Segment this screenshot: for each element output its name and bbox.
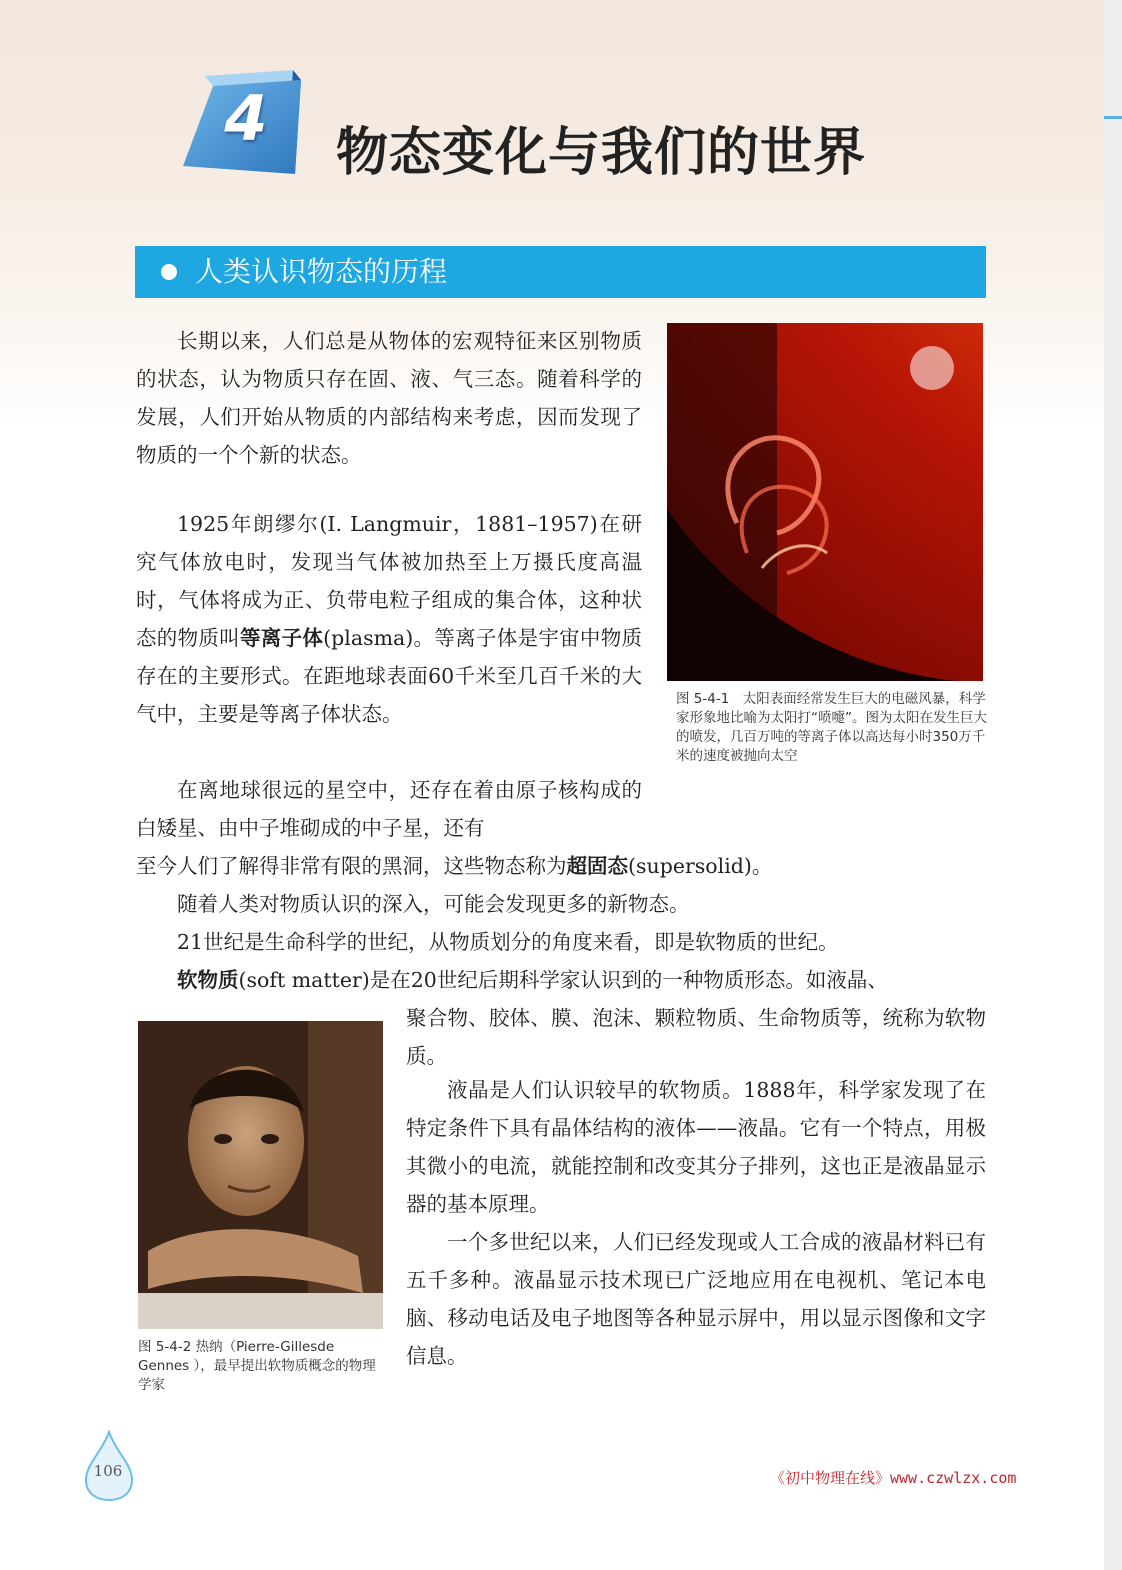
supersolid-text-b: (supersolid)。 — [628, 854, 773, 878]
chapter-number: 4 — [224, 82, 268, 155]
plasma-text-a: 1925年朗缪尔(I. Langmuir，1881–1957)在研究气体放电时，发现当气体被加热至上万摄氏度高温时，气体将成为正、负带电粒子组成的集合体，这种状态的物质叫 — [136, 512, 642, 650]
paragraph-states-history: 长期以来，人们总是从物体的宏观特征来区别物质的状态，认为物质只存在固、液、气三态。随着科学的发展，人们开始从物质的内部结构来考虑，因而发现了物质的一个个新的状态。 — [136, 329, 642, 467]
figure-1-caption: 图 5-4-1 太阳表面经常发生巨大的电磁风暴，科学家形象地比喻为太阳打“喷嚏”。图为太阳在发生巨大的喷发，几百万吨的等离子体以高达每小时350万千米的速度被抛向太空 — [676, 691, 987, 764]
term-soft-matter: 软物质 — [177, 968, 239, 992]
paragraph-supersolid-end — [136, 847, 986, 885]
paragraph-lcd-applications: 一个多世纪以来，人们已经发现或人工合成的液晶材料已有五千多种。液晶显示技术现已广泛地应用在电视机、笔记本电脑、移动电话及电子地图等各种显示屏中，用以显示图像和文字信息。 — [406, 1230, 986, 1368]
term-plasma: 等离子体 — [239, 626, 324, 650]
soft-matter-text-a: (soft matter)是在20世纪后期科学家认识到的一种物质形态。如液晶、 — [238, 968, 888, 992]
paragraph-soft-matter-examples: 聚合物、胶体、膜、泡沫、颗粒物质、生命物质等，统称为软物质。 — [406, 1006, 986, 1068]
page-edge-marker — [1104, 116, 1122, 119]
bullet-dot-icon — [161, 264, 177, 280]
page-edge-strip — [1104, 0, 1122, 1570]
chapter-title: 物态变化与我们的世界 — [336, 123, 867, 183]
page-number: 106 — [93, 1462, 123, 1480]
plasma-text-b: (plasma)。等离子体是宇宙中物质存在的主要形式。在距地球表面60千米至几百千米的大气中，主要是等离子体状态。 — [136, 626, 643, 726]
term-supersolid: 超固态 — [566, 854, 628, 878]
section-title: 人类认识物态的历程 — [195, 255, 448, 288]
paragraph-supersolid-start: 在离地球很远的星空中，还存在着由原子核构成的白矮星、由中子堆砌成的中子星，还有 — [136, 778, 642, 840]
figure-2-caption: 图 5-4-2 热纳（Pierre-Gillesde Gennes ），最早提出软物质概念的物理学家 — [138, 1339, 376, 1393]
footer-website: 《初中物理在线》www.czwlzx.com — [770, 1469, 1017, 1487]
paragraph-soft-matter-century: 21世纪是生命科学的世纪，从物质划分的角度来看，即是软物质的世纪。 — [177, 930, 839, 954]
paragraph-new-states: 随着人类对物质认识的深入，可能会发现更多的新物态。 — [177, 892, 690, 916]
paragraph-soft-matter-definition — [136, 961, 986, 999]
paragraph-plasma — [136, 505, 642, 733]
paragraph-liquid-crystal: 液晶是人们认识较早的软物质。1888年，科学家发现了在特定条件下具有晶体结构的液体——液晶。它有一个特点，用极其微小的电流，就能控制和改变其分子排列，这也正是液晶显示器的基本原理。 — [406, 1078, 986, 1216]
scientist-portrait-photo — [138, 1021, 383, 1329]
solar-eruption-photo — [667, 323, 983, 681]
supersolid-text-a: 至今人们了解得非常有限的黑洞，这些物态称为 — [136, 854, 567, 878]
section-header-bar — [135, 246, 986, 298]
